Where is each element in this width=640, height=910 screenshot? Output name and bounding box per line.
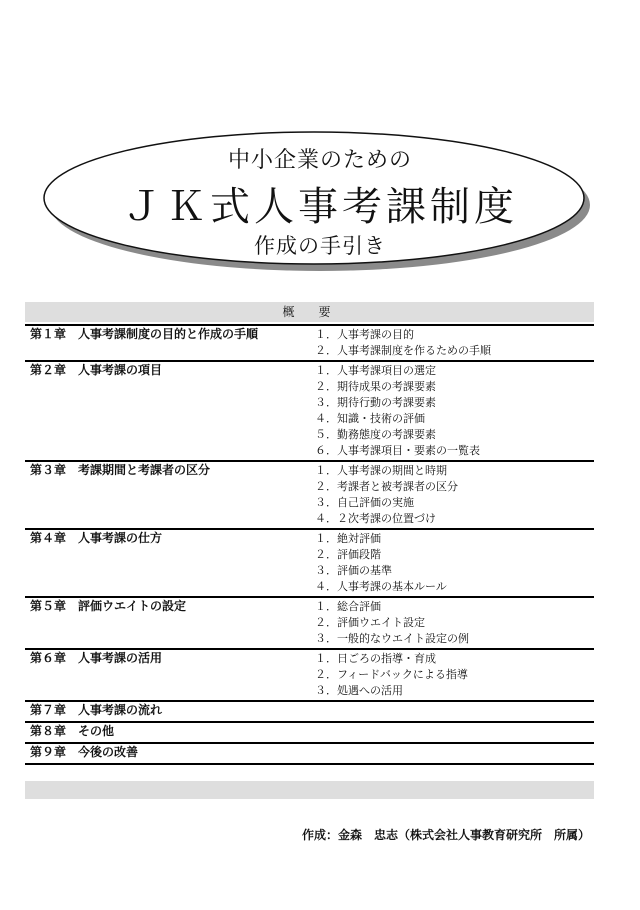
chapter-row: [25, 648, 594, 700]
chapter-title: 第８章 その他: [30, 724, 115, 738]
chapter-row: [25, 324, 594, 360]
chapter-title: 第５章 評価ウエイトの設定: [30, 599, 187, 613]
chapter-item: ４．人事考課の基本ルール: [315, 580, 447, 593]
chapter-item: ３．自己評価の実施: [315, 496, 414, 509]
chapter-item: ２．人事考課制度を作るための手順: [315, 344, 491, 357]
title-line-1: 中小企業のための: [227, 148, 412, 173]
chapter-row: [25, 360, 594, 460]
chapter-row: [25, 700, 594, 721]
chapter-items: [315, 744, 594, 763]
title-line-2: ＪＫ式人事考課制度: [122, 184, 518, 230]
chapter-row: [25, 528, 594, 596]
title-line-3: 作成の手引き: [254, 234, 386, 258]
author-credit: 作成：金森 忠志（株式会社人事教育研究所 所属）: [301, 828, 590, 842]
chapter-items: [315, 598, 594, 648]
chapter-items: [315, 650, 594, 700]
chapter-item: ３．期待行動の考課要素: [315, 396, 436, 409]
chapter-item: ５．勤務態度の考課要素: [315, 428, 436, 441]
title-block: [0, 0, 640, 300]
chapter-item: １．人事考課の目的: [315, 328, 414, 341]
chapter-title: 第６章 人事考課の活用: [30, 651, 163, 665]
chapter-title: 第７章 人事考課の流れ: [30, 703, 163, 717]
chapter-title: 第２章 人事考課の項目: [30, 363, 163, 377]
chapter-item: １．人事考課の期間と時期: [315, 464, 447, 477]
chapter-item: １．総合評価: [315, 600, 381, 613]
chapter-item: ３．評価の基準: [315, 564, 392, 577]
chapter-items: [315, 702, 594, 721]
chapter-row: [25, 460, 594, 528]
chapter-title: 第９章 今後の改善: [30, 745, 139, 759]
chapter-item: ２．評価段階: [315, 548, 381, 561]
chapter-item: ３．一般的なウエイト設定の例: [315, 632, 469, 645]
chapter-row: [25, 742, 594, 765]
chapter-items: [315, 530, 594, 596]
chapter-title: 第４章 人事考課の仕方: [30, 531, 163, 545]
chapter-item: ４．知識・技術の評価: [315, 412, 425, 425]
chapter-item: １．人事考課項目の選定: [315, 364, 436, 377]
chapter-title: 第１章 人事考課制度の目的と作成の手順: [30, 327, 259, 341]
chapter-items: [315, 723, 594, 742]
chapter-items: [315, 326, 594, 360]
chapter-item: ２．フィードバックによる指導: [315, 668, 468, 681]
bottom-bar: [25, 781, 594, 799]
chapter-item: １．絶対評価: [315, 532, 381, 545]
chapter-item: ２．考課者と被考課者の区分: [315, 480, 458, 493]
chapter-row: [25, 596, 594, 648]
summary-header-bar: 概 要: [25, 302, 594, 322]
chapter-items: [315, 362, 594, 460]
chapter-item: １．日ごろの指導・育成: [315, 652, 436, 665]
chapter-item: ６．人事考課項目・要素の一覧表: [315, 444, 480, 457]
chapter-item: ３．処遇への活用: [315, 684, 403, 697]
chapter-item: ４．２次考課の位置づけ: [315, 512, 436, 525]
chapter-item: ２．評価ウエイト設定: [315, 616, 425, 629]
chapter-items: [315, 462, 594, 528]
chapter-item: ２．期待成果の考課要素: [315, 380, 436, 393]
chapter-title: 第３章 考課期間と考課者の区分: [30, 463, 211, 477]
table-of-contents: [25, 324, 594, 765]
chapter-row: [25, 721, 594, 742]
